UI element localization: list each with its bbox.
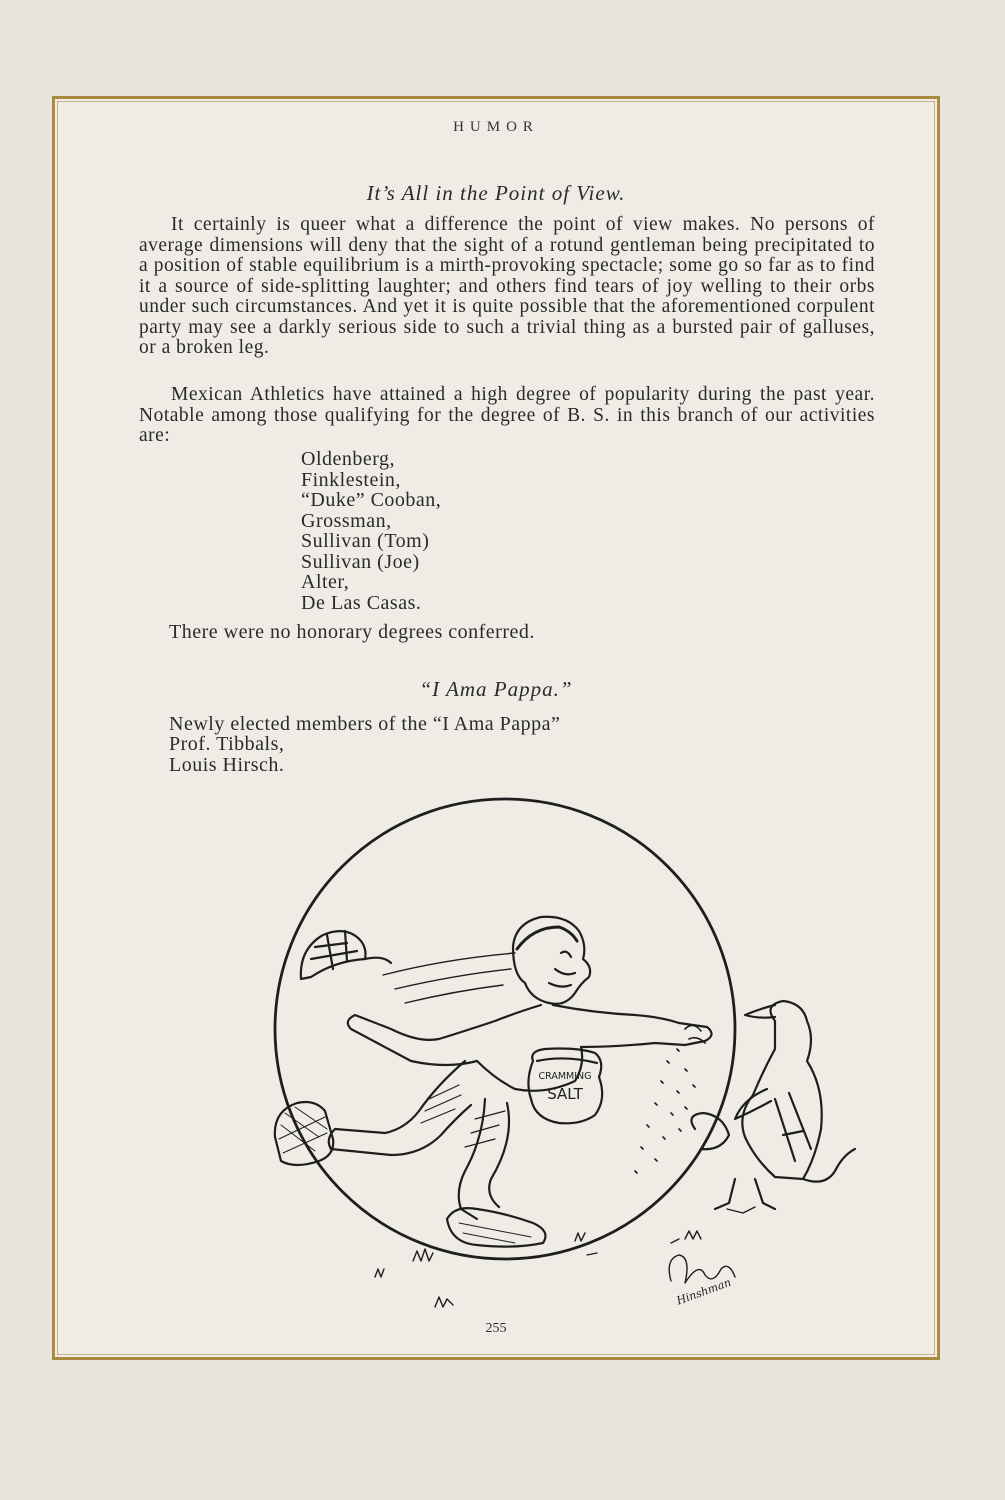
running-head: HUMOR xyxy=(453,119,539,135)
paragraph-mexican-athletics: Mexican Athletics have attained a high degree of popularity during the past year. Notable among those qualifying for the degree of B. S. in this branch of our activities are: xyxy=(139,384,875,446)
list-item: “Duke” Cooban, xyxy=(301,489,442,511)
signature: Hinshman xyxy=(674,1275,733,1308)
paragraph-point-of-view: It certainly is queer what a difference the point of view makes. No persons of average dimensions will deny that the sight of a rotund gentleman being precipitated to a position of stable equilibrium is a mirth-provoking spectacle; some go so far as to find it a source of side-splitting laughter; and others find tears of joy welling to their orbs under such circumstances. And yet it is quite possible that the aforementioned corpulent party may see a darkly serious side to such a trivial thing as a bursted pair of galluses, or a broken leg. xyxy=(139,214,875,358)
runner-back-shoe xyxy=(275,1102,333,1165)
runner-head xyxy=(513,917,590,1004)
list-item: Alter, xyxy=(301,571,350,593)
athletics-name-list xyxy=(301,449,441,613)
closing-line: There were no honorary degrees conferred. xyxy=(169,621,535,643)
list-item: Sullivan (Tom) xyxy=(301,530,430,552)
list-item: Prof. Tibbals, xyxy=(169,733,285,755)
page-number: 255 xyxy=(485,1321,507,1336)
list-item: De Las Casas. xyxy=(301,591,422,614)
cartoon-illustration xyxy=(215,799,815,1308)
runner-front-shoe xyxy=(447,1208,545,1246)
salt-sprinkles xyxy=(635,1049,695,1173)
list-item: Finklestein, xyxy=(301,468,401,491)
members-intro: Newly elected members of the “I Ama Pappa” xyxy=(169,713,561,735)
jar-label-bottom: SALT xyxy=(547,1085,583,1103)
cartoon-circle-frame xyxy=(275,799,735,1259)
article-title-point-of-view: It’s All in the Point of View. xyxy=(366,181,626,205)
article-title-i-ama-pappa: “I Ama Pappa.” xyxy=(419,677,573,701)
jar-label-top: CRAMMING xyxy=(538,1071,592,1082)
bird-figure xyxy=(691,1001,855,1209)
page-frame xyxy=(52,96,940,1360)
list-item: Sullivan (Joe) xyxy=(301,550,420,573)
list-item: Grossman, xyxy=(301,509,392,532)
list-item: Oldenberg, xyxy=(301,448,396,470)
members-list xyxy=(169,734,284,775)
flying-cap-icon xyxy=(301,931,391,979)
list-item: Louis Hirsch. xyxy=(169,753,285,776)
